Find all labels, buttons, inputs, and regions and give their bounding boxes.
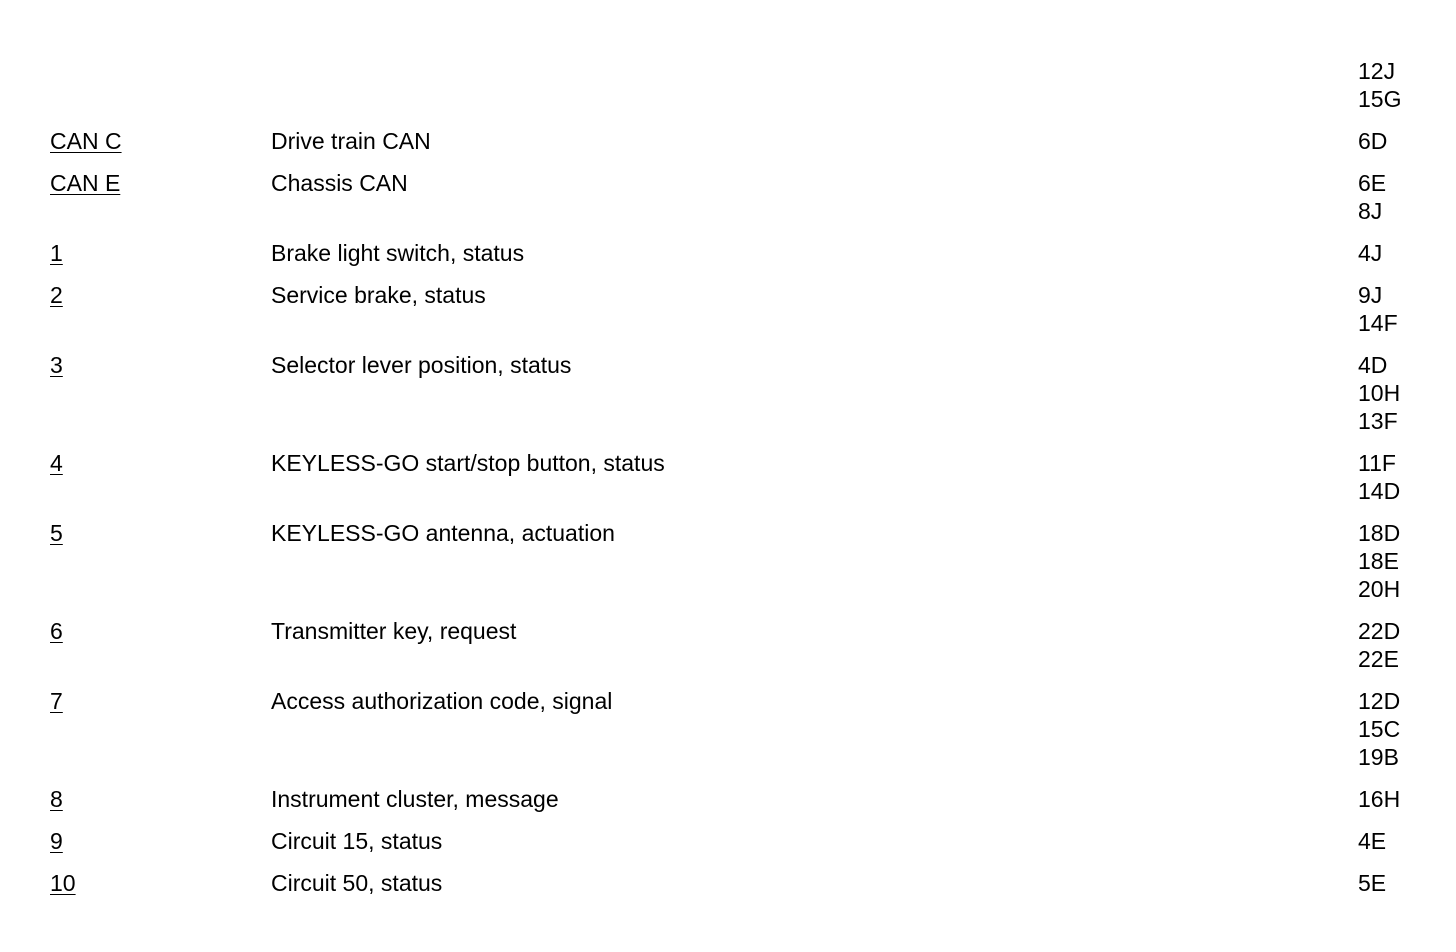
grid-reference[interactable]: 4D [1358, 352, 1388, 378]
grid-reference[interactable]: 14F [1358, 310, 1398, 336]
row-gap [50, 771, 1430, 785]
signal-key-link[interactable]: 3 [50, 352, 63, 378]
legend-row [50, 827, 1430, 855]
grid-reference[interactable]: 8J [1358, 198, 1383, 224]
signal-key-cell [50, 281, 271, 309]
signal-key-cell [50, 449, 271, 477]
row-gap [50, 673, 1430, 687]
signal-key-cell [50, 617, 271, 645]
row-gap [50, 435, 1430, 449]
signal-description: KEYLESS-GO antenna, actuation [271, 520, 615, 546]
signal-key-cell [50, 239, 271, 267]
row-gap [50, 113, 1430, 127]
legend-row [50, 785, 1430, 813]
grid-reference-list [1358, 687, 1430, 771]
grid-reference-list [1358, 351, 1430, 435]
signal-key-link[interactable]: 9 [50, 828, 63, 854]
signal-description: Transmitter key, request [271, 618, 517, 644]
grid-reference-list [1358, 239, 1430, 267]
grid-reference[interactable]: 9J [1358, 282, 1383, 308]
grid-reference-list [1358, 169, 1430, 225]
grid-reference[interactable]: 15G [1358, 86, 1402, 112]
legend-row [50, 869, 1430, 897]
grid-reference[interactable]: 14D [1358, 478, 1401, 504]
grid-reference[interactable]: 15C [1358, 716, 1401, 742]
grid-reference-list [1358, 785, 1430, 813]
signal-description: Chassis CAN [271, 170, 408, 196]
grid-reference[interactable]: 16H [1358, 786, 1401, 812]
grid-reference[interactable]: 22D [1358, 618, 1401, 644]
grid-reference-list [1358, 617, 1430, 673]
signal-key-link[interactable]: 2 [50, 282, 63, 308]
legend-row [50, 617, 1430, 673]
signal-key-link[interactable]: CAN C [50, 128, 122, 154]
grid-reference[interactable]: 6D [1358, 128, 1388, 154]
legend-row [50, 449, 1430, 505]
grid-reference-list [1358, 281, 1430, 337]
grid-reference[interactable]: 5E [1358, 870, 1387, 896]
signal-key-cell [50, 169, 271, 197]
signal-key-cell [50, 687, 271, 715]
signal-description: KEYLESS-GO start/stop button, status [271, 450, 665, 476]
grid-reference-list [1358, 827, 1430, 855]
signal-key-link[interactable]: CAN E [50, 170, 121, 196]
row-gap [50, 337, 1430, 351]
grid-reference[interactable]: 13F [1358, 408, 1398, 434]
legend-row [50, 239, 1430, 267]
signal-description: Selector lever position, status [271, 352, 572, 378]
signal-key-link[interactable]: 10 [50, 870, 76, 896]
signal-key-cell [50, 519, 271, 547]
signal-key-link[interactable]: 7 [50, 688, 63, 714]
row-gap [50, 855, 1430, 869]
signal-key-cell [50, 785, 271, 813]
signal-key-cell [50, 127, 271, 155]
grid-reference-list [1358, 449, 1430, 505]
grid-reference[interactable]: 22E [1358, 646, 1399, 672]
signal-key-cell [50, 827, 271, 855]
signal-description: Brake light switch, status [271, 240, 525, 266]
legend-row [50, 127, 1430, 155]
row-gap [50, 225, 1430, 239]
signal-key-link[interactable]: 6 [50, 618, 63, 644]
signal-key-link[interactable]: 4 [50, 450, 63, 476]
grid-reference[interactable]: 12D [1358, 688, 1401, 714]
grid-reference[interactable]: 4J [1358, 240, 1383, 266]
row-gap [50, 267, 1430, 281]
signal-key-link[interactable]: 8 [50, 786, 63, 812]
grid-reference[interactable]: 18E [1358, 548, 1399, 574]
signal-legend-table [50, 57, 1430, 897]
signal-key-cell [50, 351, 271, 379]
grid-reference[interactable]: 20H [1358, 576, 1401, 602]
grid-reference[interactable]: 12J [1358, 58, 1396, 84]
grid-reference[interactable]: 11F [1358, 450, 1396, 476]
signal-description: Circuit 15, status [271, 828, 443, 854]
legend-row [50, 351, 1430, 435]
grid-reference[interactable]: 19B [1358, 744, 1399, 770]
signal-description: Drive train CAN [271, 128, 431, 154]
legend-row [50, 519, 1430, 603]
legend-row [50, 281, 1430, 337]
signal-description: Instrument cluster, message [271, 786, 559, 812]
signal-description: Service brake, status [271, 282, 486, 308]
grid-reference[interactable]: 4E [1358, 828, 1387, 854]
row-gap [50, 505, 1430, 519]
signal-key-link[interactable]: 5 [50, 520, 63, 546]
signal-key-cell [50, 869, 271, 897]
grid-reference[interactable]: 18D [1358, 520, 1401, 546]
grid-reference[interactable]: 6E [1358, 170, 1387, 196]
grid-reference-list [1358, 519, 1430, 603]
signal-description: Access authorization code, signal [271, 688, 613, 714]
row-gap [50, 603, 1430, 617]
grid-reference-list [1358, 127, 1430, 155]
grid-reference[interactable]: 10H [1358, 380, 1401, 406]
legend-row [50, 57, 1430, 113]
row-gap [50, 813, 1430, 827]
signal-key-link[interactable]: 1 [50, 240, 63, 266]
legend-row [50, 169, 1430, 225]
signal-description: Circuit 50, status [271, 870, 443, 896]
legend-row [50, 687, 1430, 771]
row-gap [50, 155, 1430, 169]
grid-reference-list [1358, 57, 1430, 113]
grid-reference-list [1358, 869, 1430, 897]
